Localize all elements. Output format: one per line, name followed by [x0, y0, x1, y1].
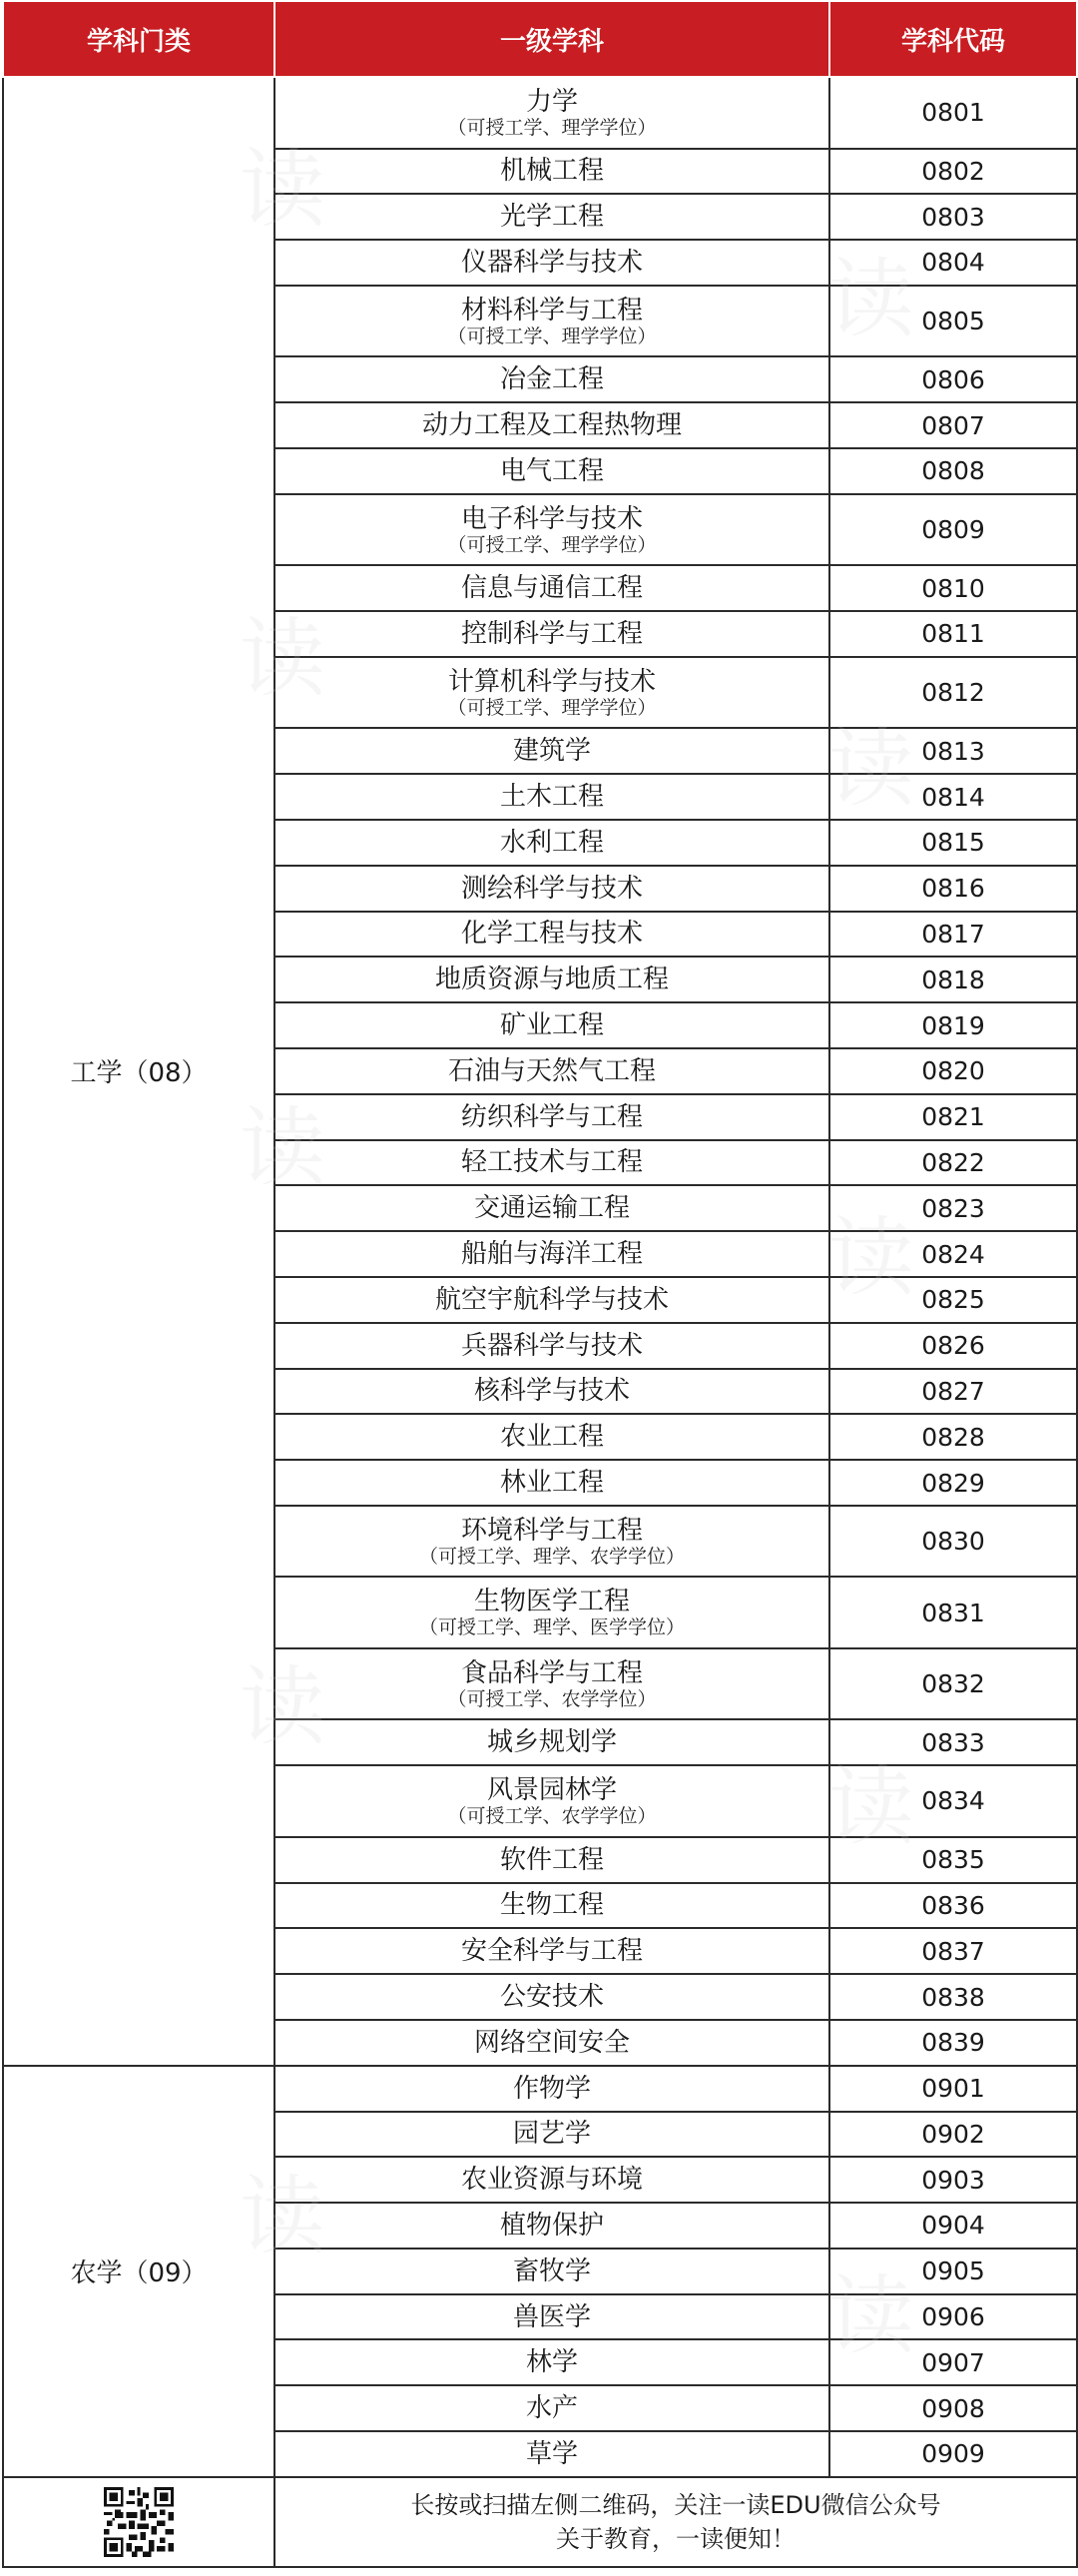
discipline-name: 信息与通信工程 [460, 573, 643, 604]
discipline-name: 交通运输工程 [473, 1193, 630, 1224]
discipline-name: 风景园林学 [486, 1774, 617, 1805]
discipline-name: 冶金工程 [499, 364, 604, 395]
qr-code-icon[interactable] [104, 2487, 174, 2557]
discipline-name: 机械工程 [499, 156, 604, 187]
discipline-code: 0821 [829, 1094, 1077, 1140]
discipline-cell [274, 1765, 829, 1837]
discipline-cell [274, 286, 829, 357]
discipline-cell [274, 194, 829, 240]
discipline-code: 0810 [829, 565, 1077, 611]
discipline-name: 水产 [525, 2393, 578, 2424]
discipline-code: 0907 [829, 2339, 1077, 2385]
watermark-glyph: 读 [240, 609, 325, 709]
discipline-cell [274, 1648, 829, 1720]
watermark-glyph: 读 [828, 719, 914, 819]
degree-note: （可授工学、农学学位） [447, 1687, 657, 1710]
discipline-cell [274, 2066, 829, 2112]
discipline-name: 力学 [525, 86, 578, 117]
degree-note: （可授工学、理学学位） [447, 533, 657, 556]
watermark-glyph: 读 [828, 2266, 914, 2366]
discipline-code: 0807 [829, 402, 1077, 448]
discipline-code: 0804 [829, 240, 1077, 286]
discipline-code: 0829 [829, 1460, 1077, 1506]
discipline-cell [274, 240, 829, 286]
discipline-cell [274, 2294, 829, 2340]
table-body [3, 77, 1077, 2477]
discipline-code: 0820 [829, 1048, 1077, 1094]
degree-note: （可授工学、理学、医学学位） [418, 1616, 685, 1639]
discipline-name: 动力工程及工程热物理 [421, 410, 682, 441]
table-row [3, 2066, 1077, 2112]
discipline-code: 0814 [829, 774, 1077, 820]
discipline-name: 计算机科学与技术 [447, 666, 656, 697]
discipline-name: 土木工程 [499, 782, 604, 813]
header-code: 学科代码 [829, 1, 1077, 77]
discipline-cell [274, 2339, 829, 2385]
discipline-name: 测绘科学与技术 [460, 873, 643, 904]
discipline-name: 公安技术 [499, 1982, 604, 2012]
discipline-code: 0838 [829, 1974, 1077, 2020]
footer-row [3, 2477, 1077, 2567]
footer-line-2: 关于教育，一读便知！ [556, 2524, 796, 2553]
discipline-name: 仪器科学与技术 [460, 247, 643, 278]
discipline-code: 0812 [829, 657, 1077, 729]
watermark-glyph: 读 [240, 140, 325, 240]
discipline-cell [274, 1231, 829, 1277]
discipline-cell [274, 1577, 829, 1648]
discipline-name: 材料科学与工程 [460, 295, 643, 325]
discipline-cell [274, 1002, 829, 1048]
discipline-code: 0903 [829, 2157, 1077, 2203]
discipline-cell [274, 1140, 829, 1186]
discipline-name: 农业资源与环境 [460, 2165, 643, 2196]
discipline-cell [274, 1323, 829, 1369]
discipline-cell [274, 2249, 829, 2294]
discipline-cell [274, 774, 829, 820]
discipline-name: 地质资源与地质工程 [434, 965, 669, 995]
footer-line-1: 长按或扫描左侧二维码，关注一读EDU微信公众号 [410, 2490, 941, 2519]
discipline-name: 城乡规划学 [486, 1727, 617, 1758]
discipline-name: 建筑学 [512, 736, 591, 767]
discipline-name: 生物工程 [499, 1890, 604, 1921]
discipline-cell [274, 1460, 829, 1506]
discipline-cell [274, 1277, 829, 1323]
discipline-table [2, 0, 1078, 2568]
discipline-name: 作物学 [512, 2073, 591, 2104]
discipline-code: 0832 [829, 1648, 1077, 1720]
discipline-code: 0823 [829, 1185, 1077, 1231]
discipline-cell [274, 657, 829, 729]
watermark-glyph: 读 [240, 1098, 325, 1198]
discipline-code: 0837 [829, 1928, 1077, 1974]
discipline-name: 光学工程 [499, 202, 604, 233]
discipline-name: 林学 [525, 2347, 578, 2378]
discipline-cell [274, 611, 829, 657]
discipline-name: 食品科学与工程 [460, 1657, 643, 1688]
discipline-name: 植物保护 [499, 2210, 604, 2241]
discipline-code: 0801 [829, 77, 1077, 149]
discipline-cell [274, 1185, 829, 1231]
watermark-glyph: 读 [828, 1208, 914, 1308]
discipline-code: 0803 [829, 194, 1077, 240]
discipline-code: 0827 [829, 1369, 1077, 1415]
header-row [3, 1, 1077, 77]
discipline-code: 0817 [829, 912, 1077, 958]
discipline-cell [274, 494, 829, 566]
discipline-code: 0830 [829, 1506, 1077, 1578]
discipline-cell [274, 402, 829, 448]
discipline-name: 兵器科学与技术 [460, 1330, 643, 1361]
discipline-name: 草学 [525, 2438, 578, 2469]
discipline-code: 0818 [829, 957, 1077, 1002]
discipline-name: 水利工程 [499, 827, 604, 858]
discipline-code: 0802 [829, 149, 1077, 195]
discipline-name: 石油与天然气工程 [447, 1055, 656, 1086]
discipline-name: 林业工程 [499, 1468, 604, 1499]
discipline-code: 0836 [829, 1883, 1077, 1929]
discipline-code: 0901 [829, 2066, 1077, 2112]
discipline-code: 0806 [829, 356, 1077, 402]
discipline-cell [274, 1837, 829, 1883]
discipline-cell [274, 2431, 829, 2477]
degree-note: （可授工学、理学学位） [447, 116, 657, 139]
discipline-cell [274, 1369, 829, 1415]
discipline-name: 兽医学 [512, 2301, 591, 2332]
header-discipline: 一级学科 [274, 1, 829, 77]
discipline-code: 0805 [829, 286, 1077, 357]
discipline-cell [274, 728, 829, 774]
footer-text-cell [274, 2477, 1077, 2567]
discipline-code: 0822 [829, 1140, 1077, 1186]
discipline-cell [274, 2112, 829, 2158]
degree-note: （可授工学、理学、农学学位） [418, 1545, 685, 1568]
discipline-name: 控制科学与工程 [460, 618, 643, 649]
discipline-name: 航空宇航科学与技术 [434, 1284, 669, 1315]
discipline-name: 软件工程 [499, 1844, 604, 1875]
discipline-cell [274, 565, 829, 611]
discipline-code: 0816 [829, 866, 1077, 912]
degree-note: （可授工学、理学学位） [447, 696, 657, 719]
discipline-cell [274, 448, 829, 494]
discipline-name: 畜牧学 [512, 2255, 591, 2286]
discipline-name: 生物医学工程 [473, 1587, 630, 1617]
discipline-name: 安全科学与工程 [460, 1936, 643, 1967]
discipline-code: 0834 [829, 1765, 1077, 1837]
discipline-name: 船舶与海洋工程 [460, 1239, 643, 1270]
discipline-cell [274, 866, 829, 912]
discipline-cell [274, 77, 829, 149]
category-cell: 农学（09） [3, 2066, 274, 2477]
discipline-code: 0815 [829, 820, 1077, 866]
discipline-code: 0808 [829, 448, 1077, 494]
discipline-cell [274, 356, 829, 402]
table-row [3, 77, 1077, 149]
discipline-code: 0906 [829, 2294, 1077, 2340]
discipline-name: 轻工技术与工程 [460, 1147, 643, 1178]
table-footer [3, 2477, 1077, 2567]
discipline-code: 0828 [829, 1414, 1077, 1460]
discipline-code: 0902 [829, 2112, 1077, 2158]
discipline-cell [274, 2385, 829, 2431]
discipline-name: 电子科学与技术 [460, 503, 643, 534]
discipline-name: 环境科学与工程 [460, 1515, 643, 1546]
discipline-name: 园艺学 [512, 2119, 591, 2150]
discipline-code: 0809 [829, 494, 1077, 566]
discipline-code: 0825 [829, 1277, 1077, 1323]
watermark-glyph: 读 [240, 1657, 325, 1757]
discipline-cell [274, 2157, 829, 2203]
discipline-name: 网络空间安全 [473, 2027, 630, 2058]
discipline-code: 0833 [829, 1719, 1077, 1765]
discipline-code: 0908 [829, 2385, 1077, 2431]
discipline-cell [274, 820, 829, 866]
table-header [3, 1, 1077, 77]
discipline-name: 核科学与技术 [473, 1376, 630, 1407]
discipline-cell [274, 912, 829, 958]
discipline-code: 0831 [829, 1577, 1077, 1648]
discipline-cell [274, 1719, 829, 1765]
discipline-cell [274, 957, 829, 1002]
discipline-code: 0905 [829, 2249, 1077, 2294]
qr-code-cell [3, 2477, 274, 2567]
discipline-code: 0826 [829, 1323, 1077, 1369]
watermark-glyph: 读 [828, 250, 914, 349]
discipline-cell [274, 1414, 829, 1460]
discipline-code: 0839 [829, 2020, 1077, 2066]
discipline-name: 电气工程 [499, 455, 604, 486]
degree-note: （可授工学、理学学位） [447, 324, 657, 347]
watermark-glyph: 读 [240, 2167, 325, 2266]
category-cell: 工学（08） [3, 77, 274, 2066]
discipline-code: 0909 [829, 2431, 1077, 2477]
discipline-cell [274, 1048, 829, 1094]
discipline-code: 0835 [829, 1837, 1077, 1883]
discipline-name: 矿业工程 [499, 1010, 604, 1041]
discipline-cell [274, 1094, 829, 1140]
discipline-name: 农业工程 [499, 1422, 604, 1453]
discipline-cell [274, 1974, 829, 2020]
discipline-name: 纺织科学与工程 [460, 1101, 643, 1132]
watermark-glyph: 读 [828, 1757, 914, 1857]
header-category: 学科门类 [3, 1, 274, 77]
discipline-cell [274, 1506, 829, 1578]
discipline-cell [274, 2203, 829, 2249]
degree-note: （可授工学、农学学位） [447, 1804, 657, 1827]
discipline-cell [274, 1928, 829, 1974]
discipline-cell [274, 1883, 829, 1929]
discipline-cell [274, 149, 829, 195]
discipline-code: 0824 [829, 1231, 1077, 1277]
discipline-code: 0819 [829, 1002, 1077, 1048]
discipline-cell [274, 2020, 829, 2066]
discipline-name: 化学工程与技术 [460, 919, 643, 950]
discipline-code: 0904 [829, 2203, 1077, 2249]
discipline-code: 0813 [829, 728, 1077, 774]
discipline-code: 0811 [829, 611, 1077, 657]
